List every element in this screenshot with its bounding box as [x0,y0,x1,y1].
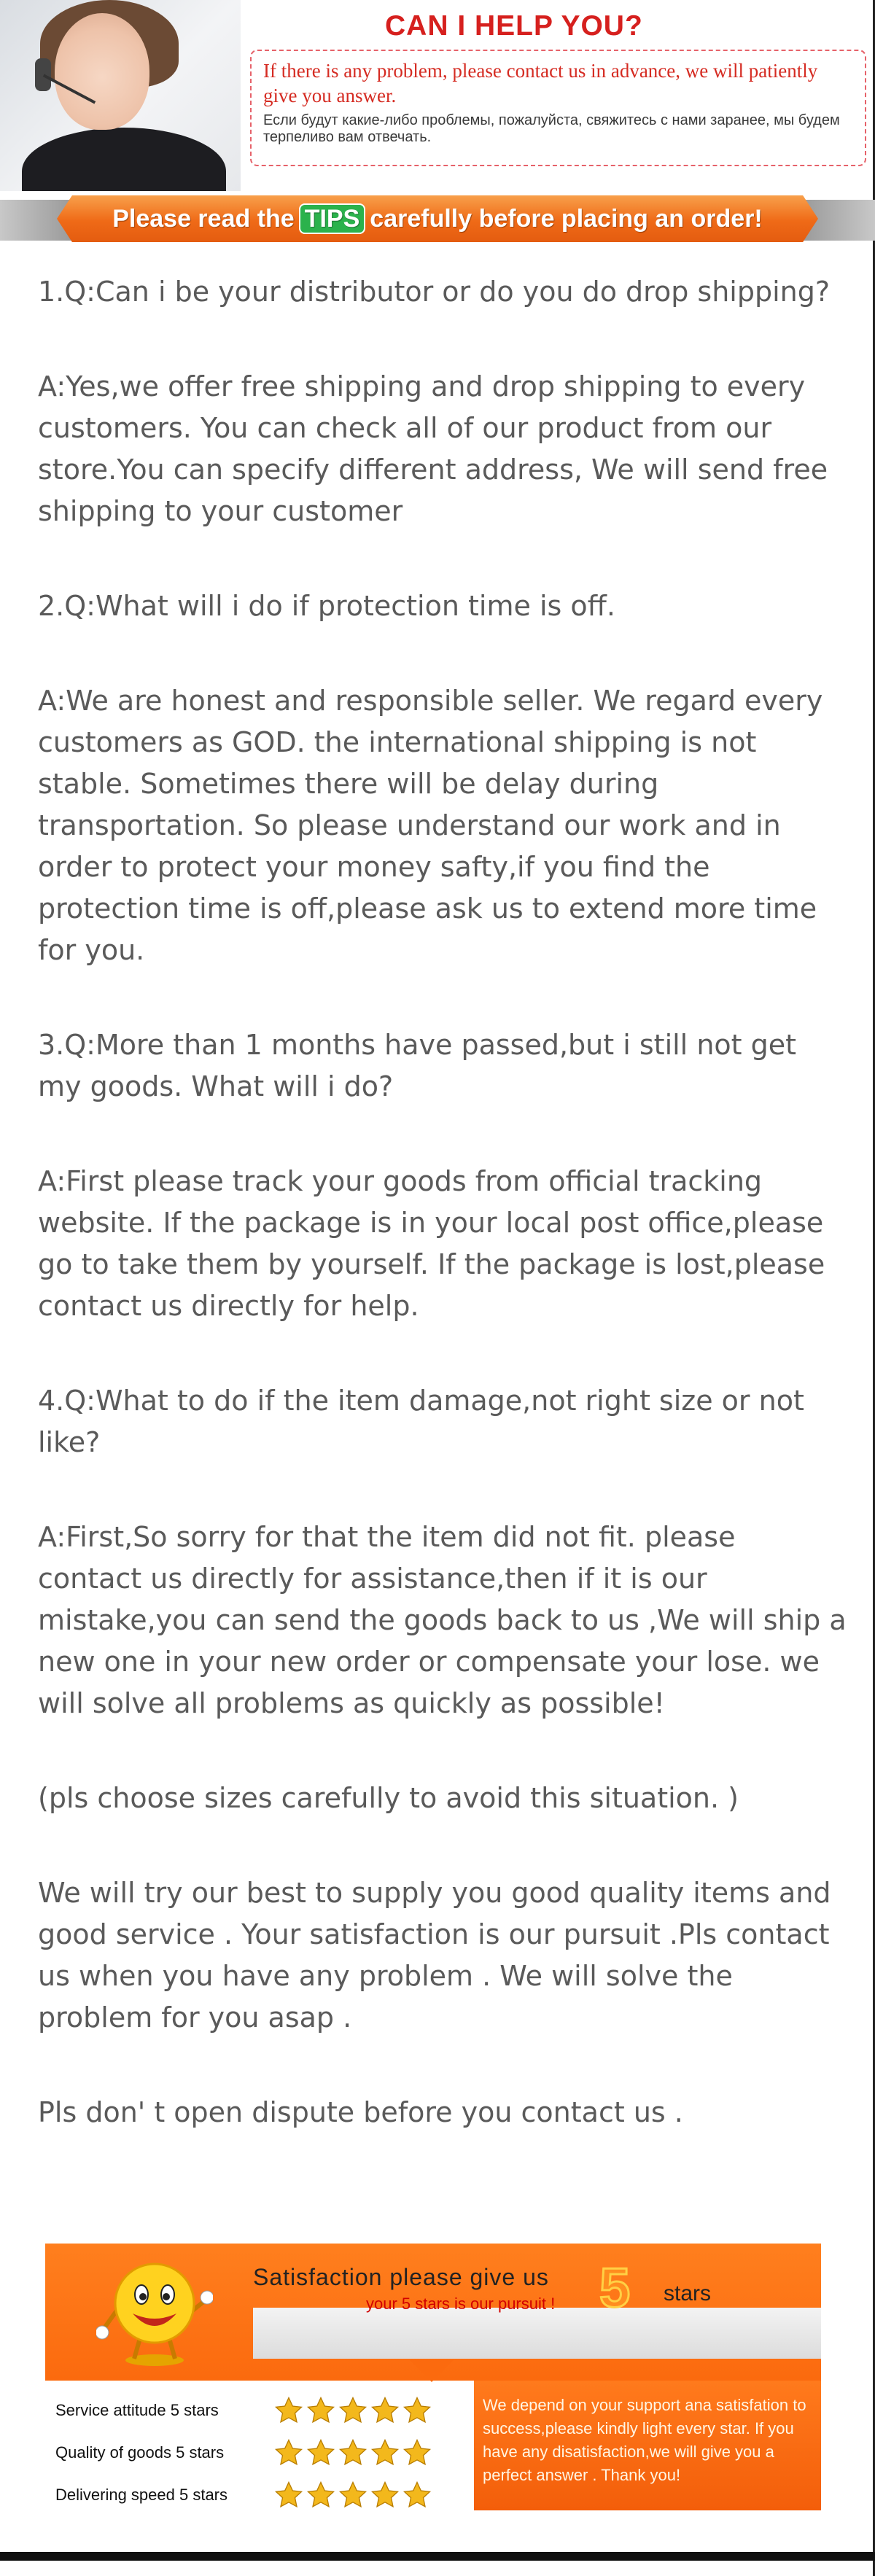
star-icon [370,2480,400,2510]
help-message-box [250,50,866,166]
star-icon [306,2396,335,2425]
satisfaction-subtitle: your 5 stars is our pursuit ! [366,2295,556,2313]
help-header [0,0,875,191]
satisfaction-card [45,2244,821,2513]
tips-text-before: Please read the [112,204,295,233]
faq-question-4: 4.Q:What to do if the item damage,not right size or not like? [38,1385,804,1458]
rating-stars [274,2480,432,2510]
star-icon [402,2438,432,2467]
star-icon [338,2438,368,2467]
help-title: CAN I HELP YOU? [385,10,643,42]
rating-row [55,2389,522,2432]
help-message-ru: Если будут какие-либо проблемы, пожалуйста, свяжитесь с нами заранее, мы будем терпеливо вам отвечать. [263,112,840,145]
support-note: We depend on your support ana satisfation to success,please kindly light every star. If you have any disatisfaction,we will give you a perfect answer . Thank you! [474,2381,821,2510]
five-number: 5 [599,2257,631,2319]
star-icon [306,2438,335,2467]
star-icon [370,2396,400,2425]
dispute-note: Pls don' t open dispute before you contact us . [38,2096,683,2128]
star-icon [402,2396,432,2425]
star-icon [370,2438,400,2467]
rating-label: Quality of goods 5 stars [55,2443,225,2462]
sizes-note: (pls choose sizes carefully to avoid this situation. ) [38,1782,739,1814]
star-icon [402,2480,432,2510]
service-note: We will try our best to supply you good quality items and good service . Your satisfaction is our pursuit .Pls contact us when you have any problem . We will solve the problem for you asap . [38,1877,831,2034]
stars-word: stars [664,2281,712,2305]
tips-banner [0,195,875,245]
rating-label: Delivering speed 5 stars [55,2486,228,2504]
smiley-mascot-icon [96,2251,213,2367]
star-icon [338,2396,368,2425]
faq-section [38,271,847,2133]
rating-row [55,2474,522,2516]
tips-text-after: carefully before placing an order! [370,204,763,233]
star-icon [274,2480,303,2510]
faq-question-2: 2.Q:What will i do if protection time is off. [38,590,615,622]
satisfaction-title: Satisfaction please give us [253,2264,549,2290]
star-icon [274,2438,303,2467]
star-icon [306,2480,335,2510]
star-icon [338,2480,368,2510]
rating-row [55,2432,522,2474]
rating-rows [55,2389,522,2516]
rating-stars [274,2396,432,2425]
rating-label: Service attitude 5 stars [55,2401,219,2419]
help-message-en: If there is any problem, please contact us in advance, we will patiently give you answer. [263,60,818,106]
faq-answer-3: A:First please track your goods from official tracking website. If the package is in your local post office,please go to take them by yourself. If the package is lost,please contact us directly for help. [38,1165,825,1322]
tips-highlight: TIPS [299,203,366,234]
support-agent-photo [0,0,241,191]
faq-answer-2: A:We are honest and responsible seller. We regard every customers as GOD. the international shipping is not stable. Sometimes there will be delay during transportation. So please understand our work and in order to protect your money safty,if you find the protection time is off,please ask us to extend more time for you. [38,685,823,966]
star-icon [274,2396,303,2425]
faq-answer-1: A:Yes,we offer free shipping and drop shipping to every customers. You can check all of our product from our store.You can specify different address, We will send free shipping to your customer [38,370,828,527]
rating-stars [274,2438,432,2467]
faq-question-1: 1.Q:Can i be your distributor or do you do drop shipping? [38,276,831,308]
bottom-bar [0,2552,875,2561]
faq-question-3: 3.Q:More than 1 months have passed,but i still not get my goods. What will i do? [38,1029,797,1102]
faq-answer-4: A:First,So sorry for that the item did not fit. please contact us directly for assistance,then if it is our mistake,you can send the goods back to us ,We will ship a new one in your new order or compensate your lose. we will solve all problems as quickly as possible! [38,1521,847,1719]
